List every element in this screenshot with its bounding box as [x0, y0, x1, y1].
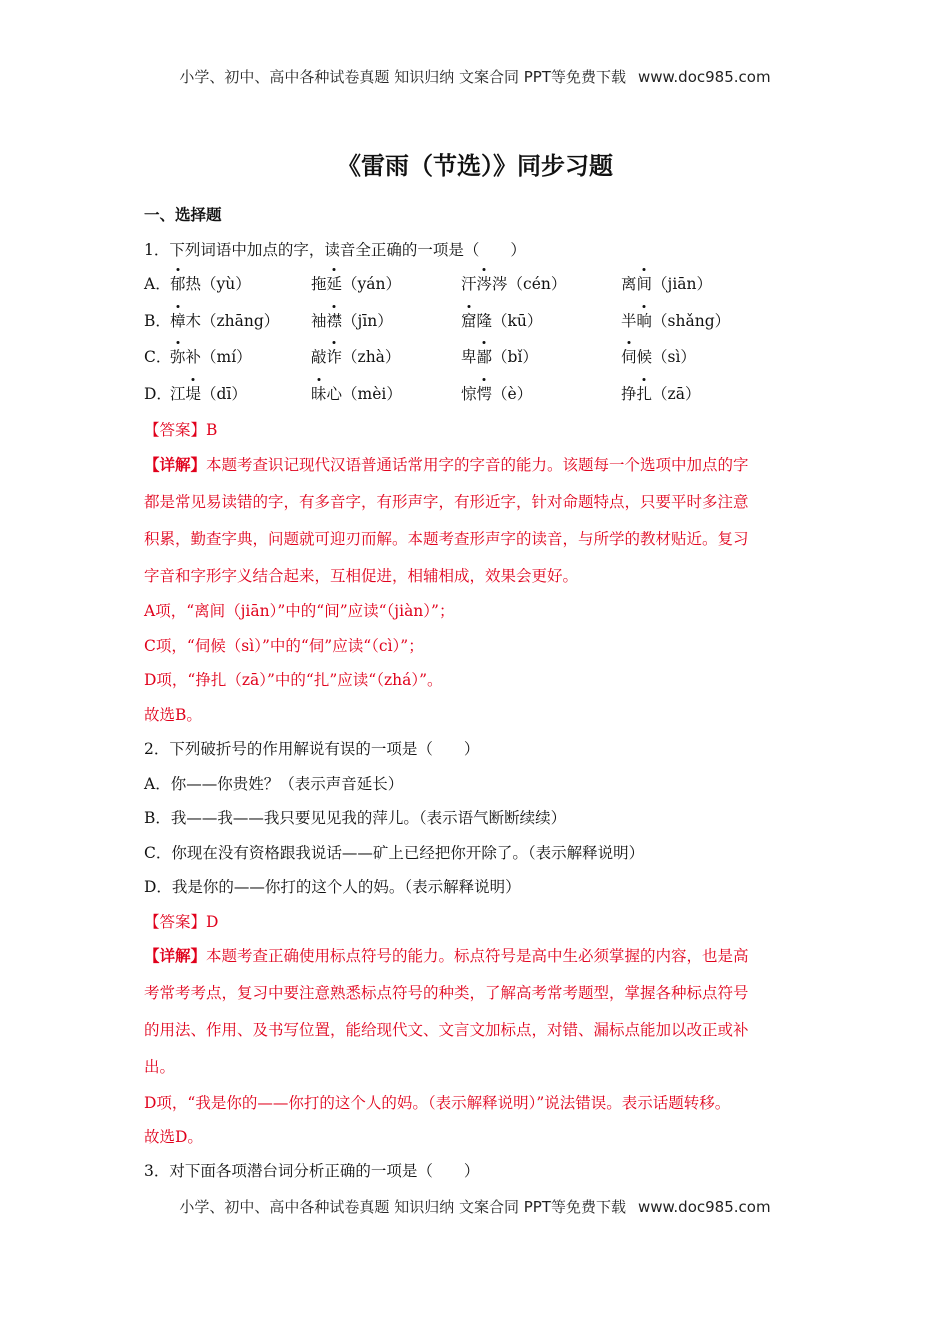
q1-answer: 【答案】B [144, 421, 218, 439]
footer-banner [0, 1196, 950, 1217]
q1-detail-line-4: 字音和字形字义结合起来，互相促进，相辅相成，效果会更好。 [144, 567, 579, 585]
dotted-char: 樟 [170, 309, 186, 331]
q1-conclusion: 故选B。 [144, 706, 202, 724]
dotted-char: 间 [637, 272, 653, 294]
header-url[interactable]: www.doc985.com [637, 68, 771, 86]
q1-option-item: 袖襟（jīn） [311, 309, 393, 331]
q1-option-item: 挣扎（zā） [621, 382, 700, 404]
q1-option-item: 郁热（yù） [170, 272, 251, 294]
q1-option-item: 汗涔涔（cén） [461, 272, 566, 294]
q1-option-item: 弥补（mí） [170, 345, 252, 367]
q1-option-item: 江堤（dī） [170, 382, 247, 404]
q1-option-label: C． [144, 348, 172, 366]
footer-text: 小学、初中、高中各种试卷真题 知识归纳 文案合同 PPT等免费下载 [179, 1198, 626, 1216]
q1-stem: 1．下列词语中加点的字，读音全正确的一项是（ ） [144, 241, 526, 259]
q1-option-item: 樟木（zhāng） [170, 309, 279, 331]
q2-detail-line-4: 出。 [144, 1058, 176, 1076]
q1-option-label: B． [144, 312, 171, 330]
dotted-char: 郁 [170, 272, 186, 294]
section-heading: 一、选择题 [144, 206, 222, 224]
q1-detail-line-2: 都是常见易读错的字，有多音字，有形声字，有形近字，针对命题特点，只要平时多注意 [144, 493, 749, 511]
q1-option-item: 昧心（mèi） [311, 382, 402, 404]
dotted-char: 诈 [327, 345, 343, 367]
q1-option-item: 离间（jiān） [621, 272, 712, 294]
footer-url[interactable]: www.doc985.com [637, 1198, 771, 1216]
page-title: 《雷雨（节选）》同步习题 [337, 152, 613, 180]
q1-option-item: 半晌（shǎng） [621, 309, 730, 331]
dotted-char: 窟 [461, 309, 477, 331]
q1-detail-line-1: 【详解】本题考查识记现代汉语普通话常用字的字音的能力。该题每一个选项中加点的字 [144, 456, 749, 474]
dotted-char: 堤 [186, 382, 202, 404]
dotted-char: 弥 [170, 345, 186, 367]
q1-note-d: D项，“挣扎（zā）”中的“扎”应读“（zhá）”。 [144, 671, 443, 689]
dotted-char: 延 [327, 272, 343, 294]
dotted-char: 襟 [327, 309, 343, 331]
q1-note-c: C项，“伺候（sì）”中的“伺”应读“（cì）”； [144, 637, 424, 655]
q2-conclusion: 故选D。 [144, 1128, 203, 1146]
dotted-char: 昧 [311, 382, 327, 404]
dotted-char: 晌 [637, 309, 653, 331]
dotted-char: 鄙 [477, 345, 493, 367]
dotted-char: 伺 [621, 345, 637, 367]
q2-option-a: A．你——你贵姓？（表示声音延长） [144, 775, 404, 793]
q2-answer: 【答案】D [144, 913, 219, 931]
q2-detail-label: 【详解】 [144, 947, 207, 965]
q2-note-d: D项，“我是你的——你打的这个人的妈。（表示解释说明）”说法错误。表示话题转移。 [144, 1094, 731, 1112]
q1-option-label: A． [144, 275, 171, 293]
q2-detail-line-3: 的用法、作用、及书写位置，能给现代文、文言文加标点，对错、漏标点能加以改正或补 [144, 1021, 749, 1039]
q1-option-label: D． [144, 385, 172, 403]
q1-detail-label: 【详解】 [144, 456, 207, 474]
q2-detail-line-1: 【详解】本题考查正确使用标点符号的能力。标点符号是高中生必须掌握的内容，也是高 [144, 947, 749, 965]
q1-option-item: 拖延（yán） [311, 272, 401, 294]
q2-option-c: C．你现在没有资格跟我说话——矿上已经把你开除了。（表示解释说明） [144, 844, 645, 862]
q1-option-item: 卑鄙（bǐ） [461, 345, 538, 367]
dotted-char: 扎 [637, 382, 653, 404]
q3-stem: 3．对下面各项潜台词分析正确的一项是（ ） [144, 1162, 480, 1180]
q2-option-b: B．我——我——我只要见见我的萍儿。（表示语气断断续续） [144, 809, 567, 827]
q1-note-a: A项，“离间（jiān）”中的“间”应读“（jiàn）”； [144, 602, 455, 620]
header-text: 小学、初中、高中各种试卷真题 知识归纳 文案合同 PPT等免费下载 [179, 68, 626, 86]
q2-stem: 2．下列破折号的作用解说有误的一项是（ ） [144, 740, 480, 758]
q2-option-d: D．我是你的——你打的这个人的妈。（表示解释说明） [144, 878, 521, 896]
q1-option-item: 窟隆（kū） [461, 309, 542, 331]
q1-detail-line-3: 积累，勤查字典，问题就可迎刃而解。本题考查形声字的读音，与所学的教材贴近。复习 [144, 530, 749, 548]
q1-option-item: 惊愕（è） [461, 382, 532, 404]
q2-detail-line-2: 考常考考点，复习中要注意熟悉标点符号的种类，了解高考常考题型，掌握各种标点符号 [144, 984, 749, 1002]
header-banner [0, 66, 950, 87]
dotted-char: 愕 [477, 382, 493, 404]
q1-option-item: 敲诈（zhà） [311, 345, 400, 367]
q1-option-item: 伺候（sì） [621, 345, 696, 367]
dotted-char: 涔 [477, 272, 493, 294]
